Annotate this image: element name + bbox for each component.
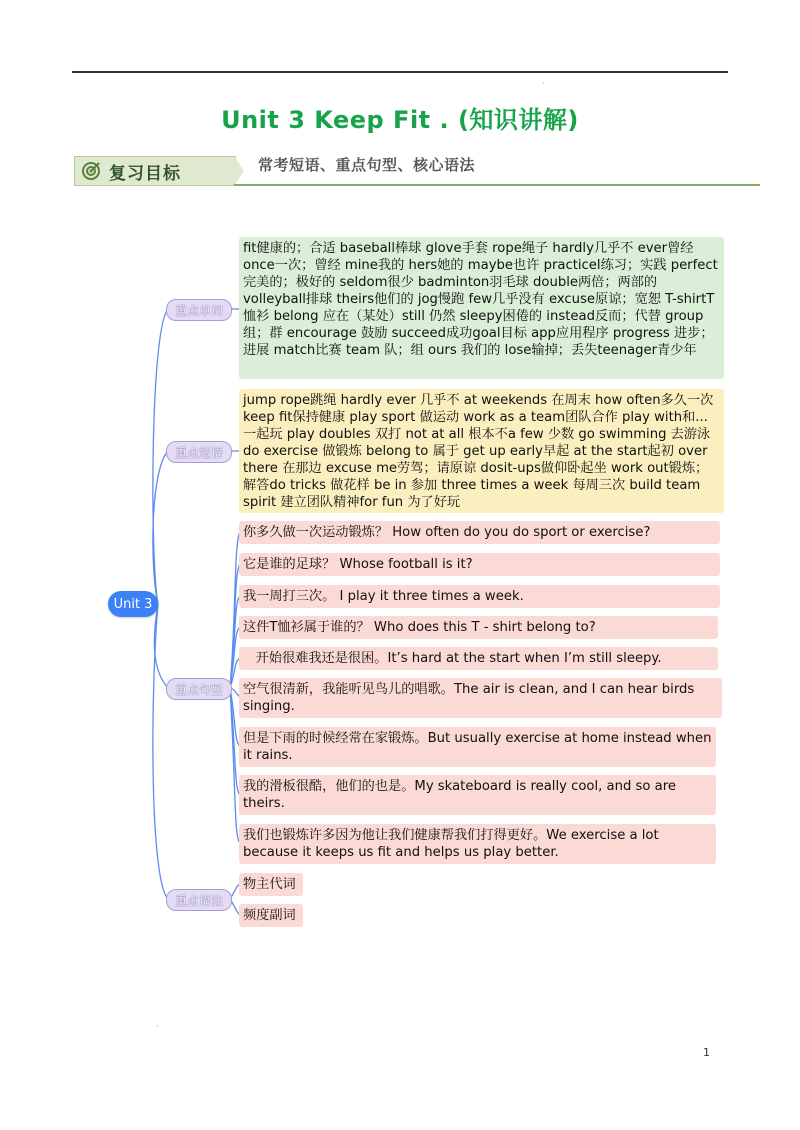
- sentence-item: 这件T恤衫属于谁的？ Who does this T - shirt belong to?: [239, 616, 718, 639]
- decorative-dot: ·: [156, 1022, 159, 1031]
- branch-key-grammar: 重点语法: [166, 889, 232, 911]
- page-number: 1: [703, 1046, 710, 1059]
- page-title: Unit 3 Keep Fit . (知识讲解): [221, 106, 579, 134]
- sentence-item: 我一周打三次。 I play it three times a week.: [239, 585, 720, 608]
- sentence-item: 但是下雨的时候经常在家锻炼。But usually exercise at home instead when it rains.: [239, 727, 716, 767]
- sentence-item: 你多久做一次运动锻炼？ How often do you do sport or exercise?: [239, 521, 720, 544]
- decorative-dot: ·: [542, 79, 545, 88]
- sentence-item: 开始很难我还是很困。It’s hard at the start when I’m still sleepy.: [239, 647, 718, 670]
- mindmap-root: Unit 3: [108, 591, 158, 617]
- sentence-item: 它是谁的足球？ Whose football is it?: [239, 553, 720, 576]
- branch-key-words: 重点单词: [166, 299, 232, 321]
- banner-label: 复习目标: [109, 163, 181, 184]
- key-phrases-box: jump rope跳绳 hardly ever 几乎不 at weekends 在周末 how often多久一次 keep fit保持健康 play sport 做运动 work as a team团队合作 play with和...一起玩 play doubles 双打 not at all 根本不a few 少数 go swimming 去游泳 do exercise 做锻炼 belong to 属于 get up early早起 at the start起初 over there 在那边 excuse me劳驾；请原谅 dosit-ups做仰卧起坐 work out锻炼；解答do tricks 做花样 be in 参加 three times a week 每周三次 build team spirit 建立团队精神for fun 为了好玩: [239, 389, 724, 513]
- branch-key-phrases: 重点短语: [166, 441, 232, 463]
- banner-subtitle: 常考短语、重点句型、核心语法: [258, 156, 476, 174]
- grammar-item: 频度副词: [239, 904, 303, 927]
- grammar-item: 物主代词: [239, 873, 303, 896]
- sentence-item: 空气很清新，我能听见鸟儿的唱歌。The air is clean, and I can hear birds singing.: [239, 678, 722, 718]
- sentence-item: 我们也锻炼许多因为他让我们健康帮我们打得更好。We exercise a lot because it keeps us fit and helps us play better.: [239, 824, 716, 864]
- sentence-item: 我的滑板很酷，他们的也是。My skateboard is really cool, and so are theirs.: [239, 775, 716, 815]
- key-words-box: fit健康的；合适 baseball棒球 glove手套 rope绳子 hardly几乎不 ever曾经 once一次；曾经 mine我的 hers她的 maybe也许 practicel练习；实践 perfect完美的；极好的 seldom很少 badminton羽毛球 double两倍；两部的 volleyball排球 theirs他们的 jog慢跑 few几乎没有 excuse原谅；宽恕 T-shirtT恤衫 belong 应在（某处）still 仍然 sleepy困倦的 instead反而；代替 group组；群 encourage 鼓励 succeed成功goal目标 app应用程序 progress 进步；进展 match比赛 team 队；组 ours 我们的 lose输掉；丢失teenager青少年: [239, 237, 724, 379]
- branch-key-sentences: 重点句型: [166, 678, 232, 700]
